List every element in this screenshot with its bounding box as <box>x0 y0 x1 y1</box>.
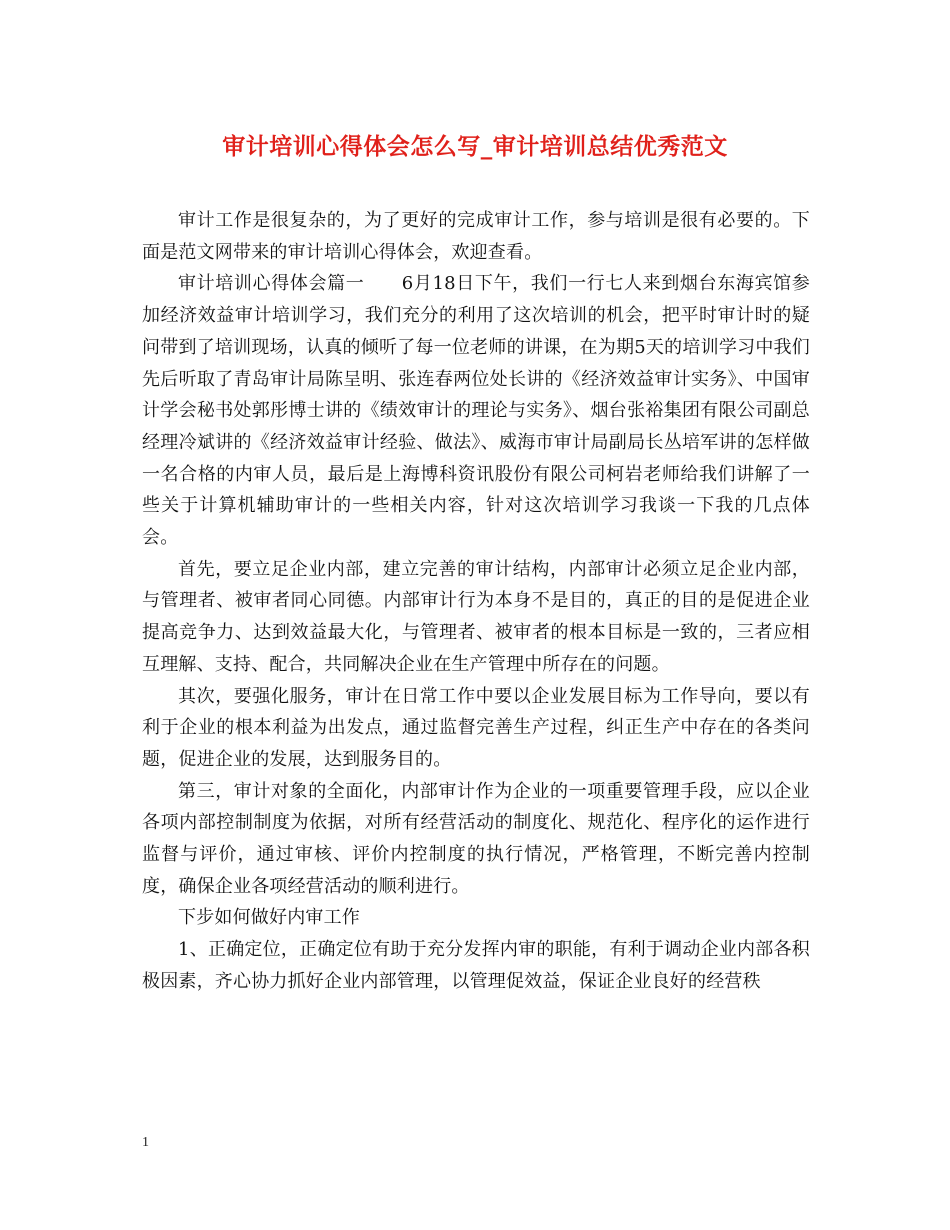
paragraph-experience-one: 审计培训心得体会篇一 6月18日下午，我们一行七人来到烟台东海宾馆参加经济效益审计培训学习，我们充分的利用了这次培训的机会，把平时审计时的疑问带到了培训现场，认真的倾听了每一位老师的讲课，在为期5天的培训学习中我们先后听取了青岛审计局陈呈明、张连春两位处长讲的《经济效益审计实务》、中国审计学会秘书处郭彤博士讲的《绩效审计的理论与实务》、烟台张裕集团有限公司副总经理冷斌讲的《经济效益审计经验、做法》、威海市审计局副局长丛培军讲的怎样做一名合格的内审人员，最后是上海博科资讯股份有限公司柯岩老师给我们讲解了一些关于计算机辅助审计的一些相关内容，针对这次培训学习我谈一下我的几点体会。 <box>142 273 810 549</box>
paragraph-intro: 审计工作是很复杂的，为了更好的完成审计工作，参与培训是很有必要的。下面是范文网带来的审计培训心得体会，欢迎查看。 <box>142 210 810 263</box>
paragraph-first-point: 首先，要立足企业内部，建立完善的审计结构，内部审计必须立足企业内部，与管理者、被审者同心同德。内部审计行为本身不是目的，真正的目的是促进企业提高竞争力、达到效益最大化，与管理者、被审者的根本目标是一致的，三者应相互理解、支持、配合，共同解决企业在生产管理中所存在的问题。 <box>142 558 810 675</box>
paragraph-step-one: 1、正确定位，正确定位有助于充分发挥内审的职能，有利于调动企业内部各积极因素，齐心协力抓好企业内部管理，以管理促效益，保证企业良好的经营秩 <box>142 939 810 992</box>
document-title: 审计培训心得体会怎么写_审计培训总结优秀范文 <box>222 133 728 160</box>
paragraph-third-point: 第三，审计对象的全面化，内部审计作为企业的一项重要管理手段，应以企业各项内部控制制度为依据，对所有经营活动的制度化、规范化、程序化的运作进行监督与评价，通过审核、评价内控制度的执行情况，严格管理，不断完善内控制度，确保企业各项经营活动的顺利进行。 <box>142 780 810 897</box>
section-heading-next-steps: 下步如何做好内审工作 <box>178 907 360 929</box>
document-body <box>142 205 810 998</box>
page-number: 1 <box>142 1135 149 1150</box>
paragraph-second-point: 其次，要强化服务，审计在日常工作中要以企业发展目标为工作导向，要以有利于企业的根本利益为出发点，通过监督完善生产过程，纠正生产中存在的各类问题，促进企业的发展，达到服务目的。 <box>142 685 810 770</box>
